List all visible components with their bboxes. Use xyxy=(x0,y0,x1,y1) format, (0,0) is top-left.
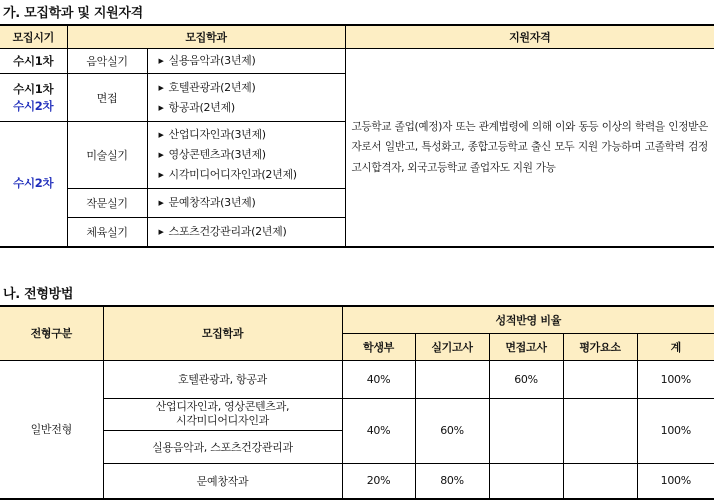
section-title-method: 나. 전형방법 xyxy=(3,287,74,302)
dept-cell: 문예창작과 xyxy=(103,463,342,499)
bullet-icon: ▶ xyxy=(158,171,164,179)
section-title-recruitment: 가. 모집학과 및 지원자격 xyxy=(3,6,143,21)
interview-cell xyxy=(489,398,563,463)
time-cell-merged: 수시2차 xyxy=(0,122,67,247)
table-row xyxy=(0,463,714,499)
table-header-row xyxy=(0,306,714,333)
practical-cell xyxy=(415,360,489,398)
header-ratio: 성적반영 비율 xyxy=(342,306,714,333)
header-interview: 면접고사 xyxy=(489,333,563,360)
factor-cell xyxy=(563,360,637,398)
total-cell: 100% xyxy=(637,463,714,499)
header-dept: 모집학과 xyxy=(67,25,345,49)
total-cell: 100% xyxy=(637,398,714,463)
dept-cell: 호텔관광과, 항공과 xyxy=(103,360,342,398)
header-time: 모집시기 xyxy=(0,25,67,49)
dept-cell: 실용음악과, 스포츠건강관리과 xyxy=(103,430,342,463)
bullet-icon: ▶ xyxy=(158,57,164,65)
bullet-icon: ▶ xyxy=(158,103,164,112)
bullet-icon: ▶ xyxy=(158,151,164,159)
bullet-icon: ▶ xyxy=(158,227,164,236)
practical-cell: 80% xyxy=(415,463,489,499)
school-cell: 40% xyxy=(342,360,415,398)
factor-cell xyxy=(563,398,637,463)
interview-cell: 60% xyxy=(489,360,563,398)
header-total: 계 xyxy=(637,333,714,360)
factor-cell xyxy=(563,463,637,499)
bullet-icon: ▶ xyxy=(158,199,164,207)
bullet-icon: ▶ xyxy=(158,131,164,139)
table-header-row xyxy=(0,25,714,49)
practical-cell: 60% xyxy=(415,398,489,463)
type-cell: 일반전형 xyxy=(0,360,103,499)
dept-cell: 산업디자인과, 영상콘텐츠과, 시각미디어디자인과 xyxy=(103,398,342,430)
header-school: 학생부 xyxy=(342,333,415,360)
majors-cell: ▶ 문예창작과(3년제) xyxy=(147,189,345,218)
header-dept: 모집학과 xyxy=(103,306,342,360)
majors-cell: ▶ 산업디자인과(3년제) ▶ 영상콘텐츠과(3년제) ▶ 시각미디어디자인과(2년제) xyxy=(147,122,345,189)
majors-cell: ▶ 스포츠건강관리과(2년제) xyxy=(147,218,345,247)
majors-cell: ▶ 호텔관광과(2년제) ▶ 항공과(2년제) xyxy=(147,74,345,122)
qualification-text: 고등학교 졸업(예정)자 또는 관계법령에 의해 이와 동등 이상의 학력을 인정받은 자로서 일반고, 특성화고, 종합고등학교 출신 모두 지원 가능하며 고졸학력 검정고시합격자, 외국고등학교 졸업자도 지원 가능 xyxy=(345,49,714,247)
recruitment-table xyxy=(0,24,714,248)
header-factor: 평가요소 xyxy=(563,333,637,360)
header-practical: 실기고사 xyxy=(415,333,489,360)
total-cell: 100% xyxy=(637,360,714,398)
interview-cell xyxy=(489,463,563,499)
school-cell: 20% xyxy=(342,463,415,499)
bullet-icon: ▶ xyxy=(158,83,164,92)
method-cell: 미술실기 xyxy=(67,122,147,189)
method-cell: 음악실기 xyxy=(67,49,147,74)
method-cell: 체육실기 xyxy=(67,218,147,247)
table-row xyxy=(0,398,714,430)
table-row xyxy=(0,49,714,74)
header-qualification: 지원자격 xyxy=(345,25,714,49)
method-cell: 면접 xyxy=(67,74,147,122)
header-type: 전형구분 xyxy=(0,306,103,360)
time-cell: 수시1차 xyxy=(0,49,67,74)
method-cell: 작문실기 xyxy=(67,189,147,218)
table-row xyxy=(0,360,714,398)
school-cell: 40% xyxy=(342,398,415,463)
time-cell: 수시1차 수시2차 xyxy=(0,74,67,122)
selection-method-table xyxy=(0,305,714,500)
majors-cell: ▶ 실용음악과(3년제) xyxy=(147,49,345,74)
